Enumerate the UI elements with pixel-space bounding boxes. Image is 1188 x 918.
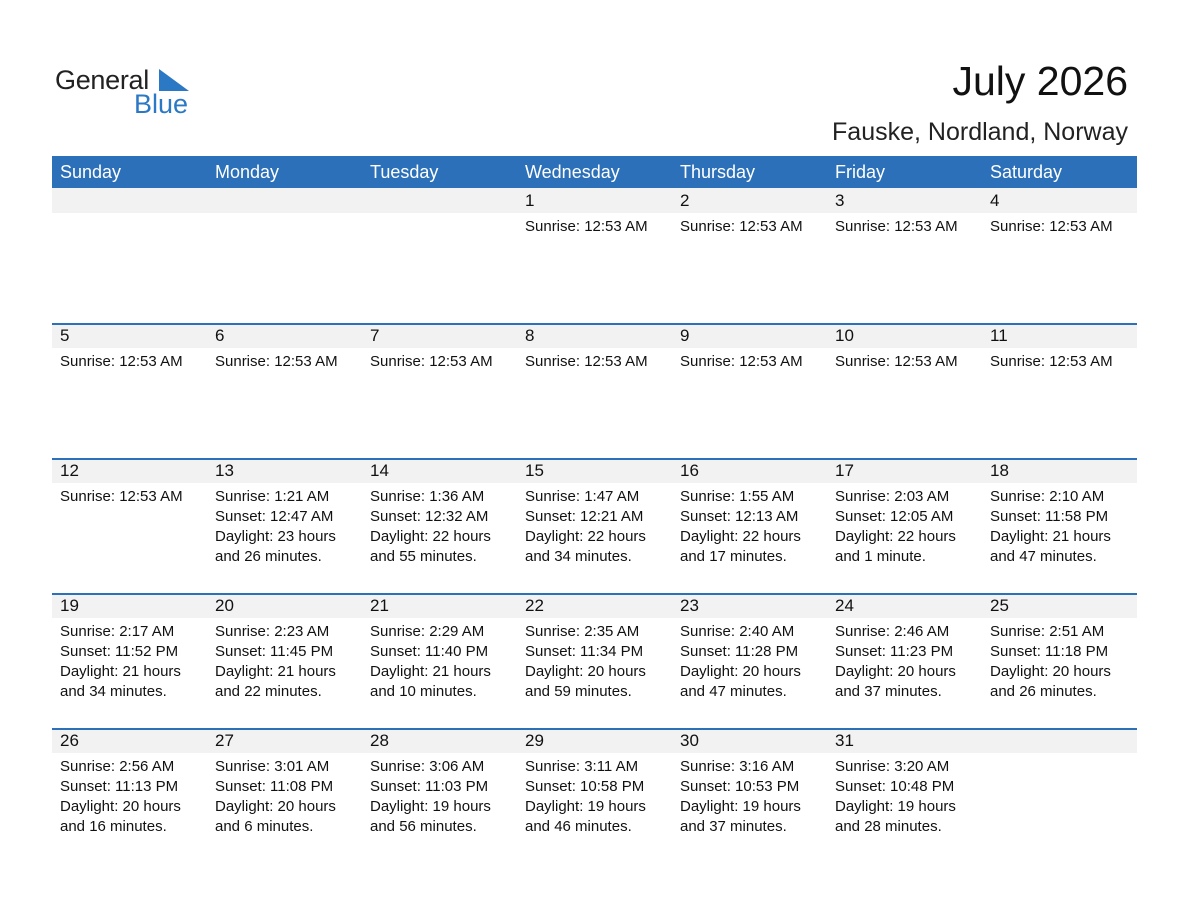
day-info bbox=[990, 352, 1113, 372]
day-info-line: Sunrise: 12:53 AM bbox=[835, 218, 958, 235]
day-info-line: and 6 minutes. bbox=[215, 818, 314, 835]
day-cell bbox=[517, 323, 672, 458]
day-cell bbox=[672, 188, 827, 323]
day-info-line: Sunrise: 3:06 AM bbox=[370, 758, 485, 775]
day-info-line: Daylight: 22 hours bbox=[835, 528, 956, 545]
day-info-line: Sunset: 11:45 PM bbox=[215, 643, 334, 660]
calendar-week bbox=[52, 728, 1137, 863]
day-cell bbox=[362, 188, 517, 323]
day-cell bbox=[982, 323, 1137, 458]
day-cell bbox=[52, 188, 207, 323]
day-info-line: Daylight: 23 hours bbox=[215, 528, 336, 545]
day-number: 1 bbox=[525, 191, 535, 210]
logo bbox=[55, 64, 205, 120]
day-info-line: Daylight: 19 hours bbox=[370, 798, 491, 815]
day-info-line: Sunrise: 2:51 AM bbox=[990, 623, 1105, 640]
day-cell bbox=[207, 323, 362, 458]
day-cell bbox=[52, 728, 207, 863]
day-info-line: Sunrise: 2:10 AM bbox=[990, 488, 1105, 505]
day-number: 18 bbox=[990, 461, 1009, 480]
day-cell bbox=[982, 458, 1137, 593]
day-info-line: Sunset: 11:28 PM bbox=[680, 643, 799, 660]
day-cell bbox=[52, 323, 207, 458]
day-cell bbox=[362, 728, 517, 863]
day-info-line: Sunrise: 12:53 AM bbox=[60, 353, 183, 370]
day-info bbox=[680, 757, 801, 837]
day-info-line: and 17 minutes. bbox=[680, 548, 787, 565]
day-info-line: Sunrise: 3:11 AM bbox=[525, 758, 639, 775]
day-info bbox=[680, 217, 803, 237]
day-info-line: Sunset: 11:13 PM bbox=[60, 778, 179, 795]
day-info-line: Sunset: 12:47 AM bbox=[215, 508, 334, 525]
weekday-wednesday: Wednesday bbox=[525, 162, 620, 182]
calendar-week bbox=[52, 323, 1137, 458]
day-number: 12 bbox=[60, 461, 79, 480]
day-info-line: Sunrise: 12:53 AM bbox=[990, 218, 1113, 235]
day-info-line: Sunrise: 12:53 AM bbox=[680, 353, 803, 370]
day-number: 10 bbox=[835, 326, 854, 345]
weekday-saturday: Saturday bbox=[990, 162, 1063, 182]
day-info bbox=[680, 352, 803, 372]
logo-text-blue: Blue bbox=[134, 89, 189, 119]
calendar-week bbox=[52, 593, 1137, 728]
day-info-line: Sunrise: 2:03 AM bbox=[835, 488, 950, 505]
day-info-line: Sunrise: 1:36 AM bbox=[370, 488, 485, 505]
day-info-line: Sunrise: 1:55 AM bbox=[680, 488, 795, 505]
day-info-line: Daylight: 22 hours bbox=[680, 528, 801, 545]
day-info-line: Sunrise: 2:35 AM bbox=[525, 623, 640, 640]
day-info-line: Sunrise: 2:29 AM bbox=[370, 623, 485, 640]
day-cell bbox=[517, 188, 672, 323]
day-info bbox=[680, 622, 801, 702]
day-cell bbox=[672, 728, 827, 863]
weekday-friday: Friday bbox=[835, 162, 886, 182]
day-info-line: Sunrise: 12:53 AM bbox=[835, 353, 958, 370]
day-cell bbox=[52, 593, 207, 728]
day-cell bbox=[672, 593, 827, 728]
day-info-line: and 37 minutes. bbox=[680, 818, 787, 835]
day-info-line: Daylight: 21 hours bbox=[990, 528, 1111, 545]
day-number: 9 bbox=[680, 326, 690, 345]
day-info bbox=[525, 352, 648, 372]
day-info-line: Sunrise: 2:46 AM bbox=[835, 623, 950, 640]
day-info-line: Sunset: 11:58 PM bbox=[990, 508, 1109, 525]
day-info-line: and 47 minutes. bbox=[680, 683, 787, 700]
day-cell bbox=[672, 323, 827, 458]
day-number: 23 bbox=[680, 596, 699, 615]
day-info-line: Sunset: 11:03 PM bbox=[370, 778, 489, 795]
day-number: 15 bbox=[525, 461, 544, 480]
day-info-line: Sunset: 12:05 AM bbox=[835, 508, 954, 525]
day-number: 5 bbox=[60, 326, 70, 345]
day-info-line: and 47 minutes. bbox=[990, 548, 1097, 565]
day-info bbox=[525, 217, 648, 237]
day-info-line: Sunset: 11:23 PM bbox=[835, 643, 954, 660]
day-info bbox=[215, 622, 336, 702]
weekday-tuesday: Tuesday bbox=[370, 162, 439, 182]
day-info bbox=[835, 757, 956, 837]
day-cell bbox=[827, 188, 982, 323]
day-number: 14 bbox=[370, 461, 389, 480]
day-info-line: Sunrise: 2:40 AM bbox=[680, 623, 795, 640]
day-number: 17 bbox=[835, 461, 854, 480]
day-info bbox=[835, 622, 956, 702]
day-cell bbox=[982, 728, 1137, 863]
day-info bbox=[370, 487, 491, 567]
day-number: 11 bbox=[990, 326, 1008, 345]
calendar bbox=[52, 156, 1137, 863]
day-info-line: and 26 minutes. bbox=[215, 548, 322, 565]
day-info-line: and 16 minutes. bbox=[60, 818, 167, 835]
day-info-line: Sunrise: 12:53 AM bbox=[525, 218, 648, 235]
day-info-line: Daylight: 22 hours bbox=[525, 528, 646, 545]
day-info-line: Sunset: 11:40 PM bbox=[370, 643, 489, 660]
day-number: 8 bbox=[525, 326, 535, 345]
day-info-line: Daylight: 20 hours bbox=[60, 798, 181, 815]
day-info-line: Daylight: 19 hours bbox=[680, 798, 801, 815]
day-info-line: Sunrise: 12:53 AM bbox=[215, 353, 338, 370]
day-number: 29 bbox=[525, 731, 544, 750]
calendar-week bbox=[52, 458, 1137, 593]
day-number: 2 bbox=[680, 191, 690, 210]
day-info bbox=[370, 757, 491, 837]
day-number: 22 bbox=[525, 596, 544, 615]
day-info bbox=[60, 352, 183, 372]
day-cell bbox=[672, 458, 827, 593]
day-number: 6 bbox=[215, 326, 225, 345]
day-info bbox=[215, 352, 338, 372]
day-info-line: Sunset: 10:58 PM bbox=[525, 778, 645, 795]
day-number: 19 bbox=[60, 596, 79, 615]
day-info bbox=[60, 622, 181, 702]
day-info-line: Daylight: 20 hours bbox=[835, 663, 956, 680]
day-cell bbox=[982, 593, 1137, 728]
day-info bbox=[835, 217, 958, 237]
day-info bbox=[525, 622, 646, 702]
day-info-line: and 28 minutes. bbox=[835, 818, 942, 835]
day-info-line: Daylight: 20 hours bbox=[680, 663, 801, 680]
day-cell bbox=[517, 458, 672, 593]
day-number: 3 bbox=[835, 191, 845, 210]
day-info-line: and 56 minutes. bbox=[370, 818, 477, 835]
day-number: 13 bbox=[215, 461, 234, 480]
day-info bbox=[60, 757, 181, 837]
day-info-line: Sunset: 12:13 AM bbox=[680, 508, 799, 525]
day-info-line: Sunrise: 2:56 AM bbox=[60, 758, 175, 775]
day-info-line: Daylight: 21 hours bbox=[215, 663, 336, 680]
day-number: 28 bbox=[370, 731, 389, 750]
weekday-header bbox=[52, 156, 1137, 188]
calendar-week bbox=[52, 188, 1137, 323]
day-info-line: Sunset: 11:34 PM bbox=[525, 643, 644, 660]
day-cell bbox=[827, 728, 982, 863]
day-info-line: Sunrise: 12:53 AM bbox=[680, 218, 803, 235]
weekday-monday: Monday bbox=[215, 162, 280, 182]
day-info-line: Sunrise: 2:17 AM bbox=[60, 623, 175, 640]
day-info-line: and 1 minute. bbox=[835, 548, 926, 565]
page-title: July 2026 bbox=[952, 58, 1128, 104]
day-cell bbox=[827, 593, 982, 728]
day-number: 24 bbox=[835, 596, 854, 615]
weekday-thursday: Thursday bbox=[680, 162, 756, 182]
day-info bbox=[990, 217, 1113, 237]
location-subtitle: Fauske, Nordland, Norway bbox=[832, 118, 1128, 146]
day-info bbox=[215, 757, 336, 837]
day-info-line: Daylight: 20 hours bbox=[215, 798, 336, 815]
day-cell bbox=[362, 593, 517, 728]
day-info-line: and 34 minutes. bbox=[60, 683, 167, 700]
day-info-line: Sunrise: 3:20 AM bbox=[835, 758, 950, 775]
day-info-line: Daylight: 20 hours bbox=[525, 663, 646, 680]
day-cell bbox=[207, 593, 362, 728]
day-info-line: Sunrise: 1:21 AM bbox=[215, 488, 330, 505]
day-info-line: Daylight: 21 hours bbox=[370, 663, 491, 680]
day-number: 20 bbox=[215, 596, 234, 615]
day-info-line: Sunset: 11:18 PM bbox=[990, 643, 1109, 660]
day-number: 16 bbox=[680, 461, 699, 480]
logo-text-general: General bbox=[55, 65, 149, 95]
day-info-line: Daylight: 22 hours bbox=[370, 528, 491, 545]
day-number: 27 bbox=[215, 731, 234, 750]
day-info-line: and 26 minutes. bbox=[990, 683, 1097, 700]
day-info-line: and 59 minutes. bbox=[525, 683, 632, 700]
day-info-line: Sunset: 11:08 PM bbox=[215, 778, 334, 795]
day-info-line: Sunset: 12:32 AM bbox=[370, 508, 489, 525]
day-info-line: and 10 minutes. bbox=[370, 683, 477, 700]
day-info-line: Daylight: 21 hours bbox=[60, 663, 181, 680]
day-cell bbox=[207, 458, 362, 593]
day-info-line: Sunrise: 1:47 AM bbox=[525, 488, 640, 505]
day-number: 25 bbox=[990, 596, 1009, 615]
day-cell bbox=[827, 323, 982, 458]
day-cell bbox=[207, 188, 362, 323]
day-info bbox=[370, 352, 493, 372]
day-cell bbox=[362, 323, 517, 458]
day-info bbox=[990, 487, 1111, 567]
day-info-line: and 34 minutes. bbox=[525, 548, 632, 565]
day-info bbox=[835, 352, 958, 372]
day-info-line: Daylight: 19 hours bbox=[525, 798, 646, 815]
day-info bbox=[835, 487, 956, 567]
day-number: 30 bbox=[680, 731, 699, 750]
day-number: 4 bbox=[990, 191, 1000, 210]
day-number: 7 bbox=[370, 326, 380, 345]
day-info-line: Sunrise: 12:53 AM bbox=[60, 488, 183, 505]
weekday-sunday: Sunday bbox=[60, 162, 122, 182]
day-cell bbox=[982, 188, 1137, 323]
day-info-line: and 37 minutes. bbox=[835, 683, 942, 700]
day-info-line: Sunrise: 2:23 AM bbox=[215, 623, 330, 640]
day-info bbox=[525, 487, 646, 567]
day-info-line: Sunset: 12:21 AM bbox=[525, 508, 644, 525]
day-info-line: and 46 minutes. bbox=[525, 818, 632, 835]
day-info bbox=[370, 622, 491, 702]
day-info bbox=[680, 487, 801, 567]
day-info-line: Sunset: 10:53 PM bbox=[680, 778, 800, 795]
day-info bbox=[60, 487, 183, 507]
day-info-line: and 22 minutes. bbox=[215, 683, 322, 700]
day-info-line: Sunrise: 3:01 AM bbox=[215, 758, 330, 775]
day-info-line: and 55 minutes. bbox=[370, 548, 477, 565]
day-cell bbox=[517, 728, 672, 863]
day-info bbox=[525, 757, 646, 837]
day-cell bbox=[52, 458, 207, 593]
day-info-line: Sunset: 10:48 PM bbox=[835, 778, 955, 795]
day-cell bbox=[517, 593, 672, 728]
day-cell bbox=[362, 458, 517, 593]
day-info-line: Sunrise: 12:53 AM bbox=[525, 353, 648, 370]
day-info-line: Sunrise: 12:53 AM bbox=[990, 353, 1113, 370]
day-number: 26 bbox=[60, 731, 79, 750]
day-number: 21 bbox=[370, 596, 389, 615]
day-info-line: Sunset: 11:52 PM bbox=[60, 643, 179, 660]
calendar-weeks bbox=[52, 188, 1137, 863]
day-info-line: Sunrise: 3:16 AM bbox=[680, 758, 795, 775]
day-cell bbox=[207, 728, 362, 863]
day-info bbox=[990, 622, 1111, 702]
day-info bbox=[215, 487, 336, 567]
day-info-line: Daylight: 19 hours bbox=[835, 798, 956, 815]
day-info-line: Sunrise: 12:53 AM bbox=[370, 353, 493, 370]
day-cell bbox=[827, 458, 982, 593]
day-info-line: Daylight: 20 hours bbox=[990, 663, 1111, 680]
day-number: 31 bbox=[835, 731, 854, 750]
